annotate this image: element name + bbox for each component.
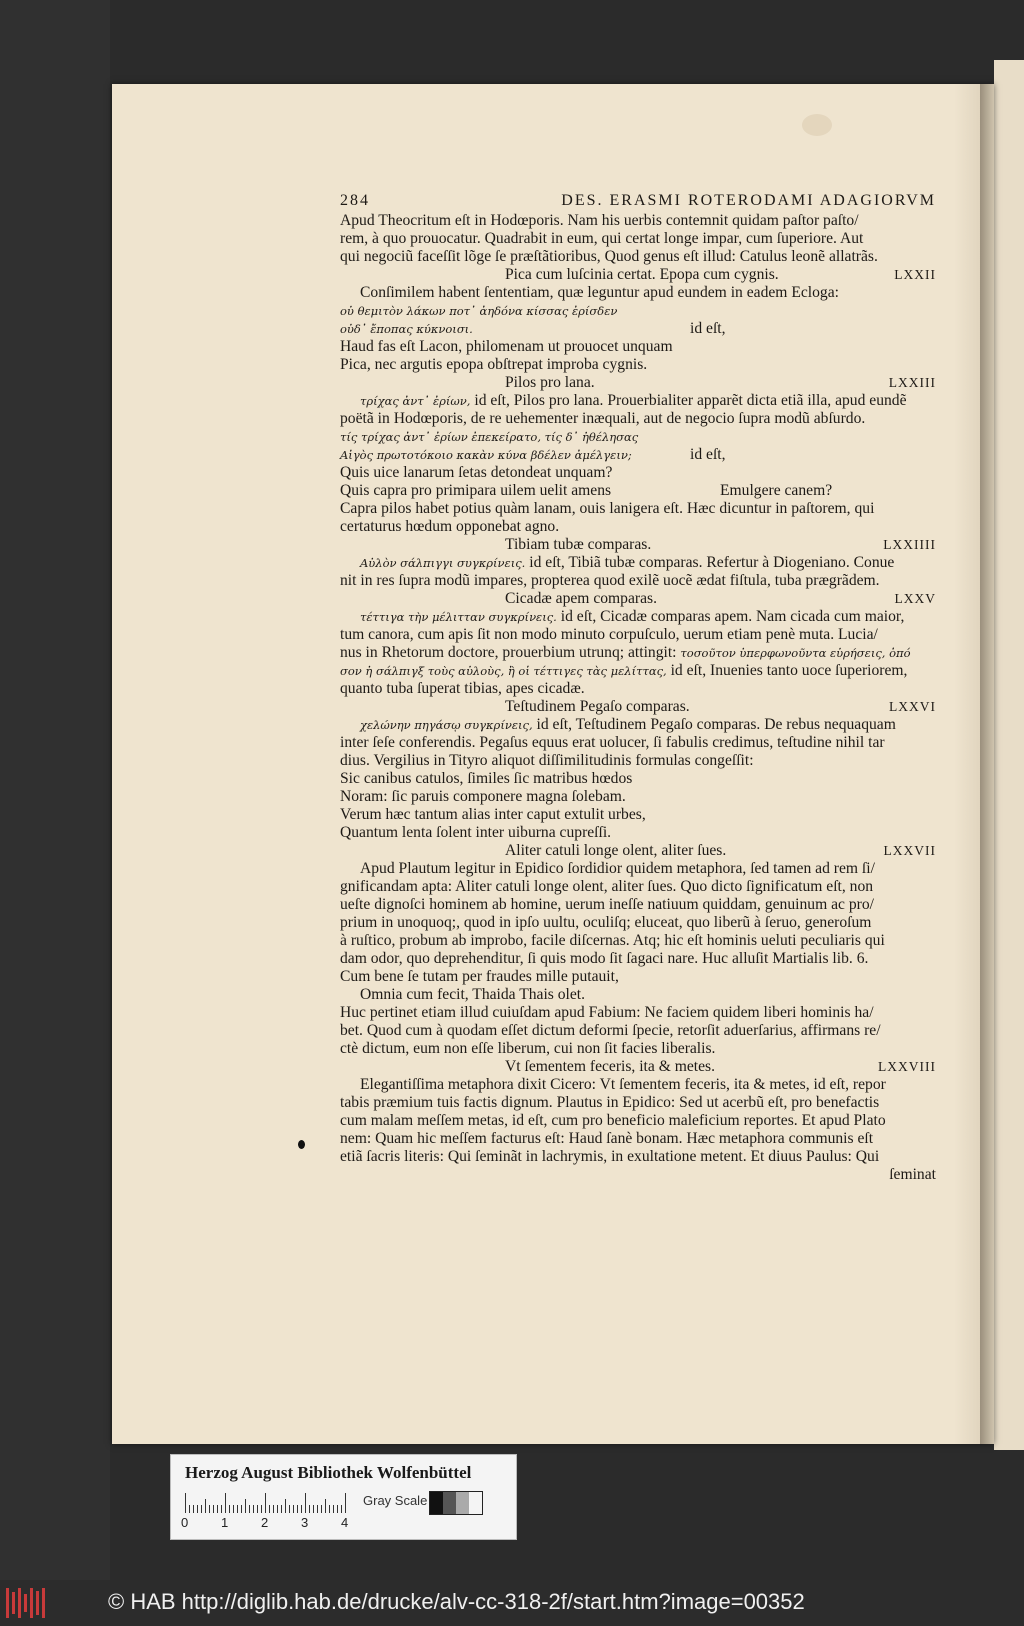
- ruler-tick: [337, 1505, 338, 1513]
- paper-stain: [802, 114, 832, 136]
- ruler-tick: [245, 1499, 246, 1513]
- text-line: tum canora, cum apis ſit non modo minuto corpuſculo, uerum etiam penè muta. Lucia/: [340, 626, 878, 643]
- page-text: [340, 192, 936, 1184]
- text-line: cum malam meſſem metas, id eſt, cum pro beneficio maleficium reportes. Et apud Plato: [340, 1112, 886, 1129]
- text-line: etiã ſacris literis: Qui ſeminãt in lachrymis, in exultatione metent. Et diuus Paulus: Qui: [340, 1148, 880, 1165]
- gray-scale-swatch: [429, 1491, 483, 1515]
- ruler-tick: [237, 1505, 238, 1513]
- ruler-number: 1: [221, 1515, 229, 1530]
- ruler-tick: [325, 1499, 326, 1513]
- greek-line: Αἰγὸς πρωτοτόκοιο κακὰν κύνα βδέλεν ἀμέλγειν;: [340, 448, 632, 462]
- adage-heading: [340, 698, 936, 716]
- adage-heading: [340, 1058, 936, 1076]
- verse-line: Quis uice lanarum ſetas detondeat unquam?: [340, 464, 613, 481]
- adage-number: LXXVI: [889, 699, 936, 714]
- library-name: Herzog August Bibliothek Wolfenbüttel: [185, 1463, 472, 1482]
- greek-phrase: τέττιγα τὴν μέλιτταν συγκρίνεις.: [360, 610, 557, 624]
- footer-bar: [0, 1580, 1024, 1626]
- latin-phrase: id eſt, Cicadæ comparas apem. Nam cicada cum maior,: [560, 608, 905, 625]
- ruler-tick: [197, 1505, 198, 1513]
- text-line: Huc pertinet etiam illud cuiuſdam apud Fabium: Ne faciem quidem liberi hominis ha/: [340, 1004, 874, 1021]
- verse-line: Quis capra pro primipara uilem uelit amens: [340, 482, 612, 499]
- ruler-tick: [217, 1505, 218, 1513]
- ruler-tick: [269, 1505, 270, 1513]
- greek-line: τίς τρίχας ἀντ᾽ ἐρίων ἐπεκείρατο, τίς δ᾽ ἠθέλησας: [340, 430, 639, 444]
- text-line: ueſte dignoſci hominem ab homine, uerum ineſſe natiuum quiddam, genuinum ac pro/: [340, 896, 874, 913]
- ruler-tick: [201, 1505, 202, 1513]
- greek-phrase: Αὐλὸν σάλπιγγι συγκρίνεις.: [360, 556, 526, 570]
- ruler-tick: [221, 1505, 222, 1513]
- ruler-tick: [209, 1505, 210, 1513]
- ruler-tick: [309, 1505, 310, 1513]
- ruler-tick: [233, 1505, 234, 1513]
- text-line: Apud Plautum legitur in Epidico ſordidior quidem metaphora, ſed tamen ad rem ſi/: [360, 860, 875, 877]
- running-title: DES. ERASMI ROTERODAMI ADAGIORVM: [561, 192, 936, 209]
- text-line: rem, à quo prouocatur. Quadrabit in eum, qui certat longe impar, cum ſuperiore. Aut: [340, 230, 864, 247]
- latin-phrase: id eſt, Teſtudinem Pegaſo comparas. De rebus nequaquam: [536, 716, 896, 733]
- gray-scale-label: Gray Scale: [363, 1493, 428, 1508]
- greek-phrase: σον ἡ σάλπιγξ τοὺς αὐλοὺς, ἢ οἱ τέττιγες τὰς μελίττας,: [340, 664, 667, 678]
- adage-number: LXXVII: [883, 843, 936, 858]
- gray-swatch-black: [430, 1492, 443, 1514]
- page-gutter: [980, 84, 994, 1444]
- text-line: quanto tuba ſuperat tibias, apes cicadæ.: [340, 680, 585, 697]
- ruler-number: 3: [301, 1515, 309, 1530]
- adage-number: LXXII: [894, 267, 936, 282]
- idest-text: id eſt,: [690, 446, 726, 463]
- text-line: nit in res ſupra modũ impares, propterea quod exilẽ uocẽ ædat fiſtula, tuba prægrãdem.: [340, 572, 880, 589]
- ruler-tick: [273, 1505, 274, 1513]
- ruler-tick: [301, 1505, 302, 1513]
- background-left: [0, 0, 110, 1580]
- greek-phrase: τοσοῦτον ὑπερφωνοῦντα εὑρήσεις, ὁπό: [680, 646, 911, 660]
- adage-number: LXXIIII: [883, 537, 936, 552]
- ruler-tick: [289, 1505, 290, 1513]
- ruler-tick: [313, 1505, 314, 1513]
- text-line: ctè dictum, eum non eſſe liberum, cui non ſit facies liberalis.: [340, 1040, 716, 1057]
- ruler-tick: [229, 1505, 230, 1513]
- verse-line: Noram: ſic paruis componere magna ſolebam.: [340, 788, 626, 805]
- adage-title: Vt ſementem feceris, ita & metes.: [505, 1058, 716, 1075]
- verse-line: Haud fas eſt Lacon, philomenam ut prouocet unquam: [340, 338, 673, 355]
- verse-line: Cum bene ſe tutam per fraudes mille putauit,: [340, 968, 619, 985]
- gray-swatch-white: [469, 1492, 482, 1514]
- adage-title: Teſtudinem Pegaſo comparas.: [505, 698, 690, 715]
- verse-line: Omnia cum fecit, Thaida Thais olet.: [360, 986, 586, 1003]
- ruler-tick: [189, 1505, 190, 1513]
- adage-number: LXXVIII: [878, 1059, 936, 1074]
- text-line: poëtã in Hodœporis, de re uehementer inæquali, aut de negocio ſupra modũ abſurdo.: [340, 410, 866, 427]
- greek-line: οὐ θεμιτὸν λάκων ποτ᾽ ἀηδόνα κίσσας ἐρίσδεν: [340, 304, 618, 318]
- ruler-tick: [305, 1493, 306, 1513]
- ruler-tick: [321, 1505, 322, 1513]
- hab-logo-icon: [4, 1588, 48, 1618]
- ruler-tick: [293, 1505, 294, 1513]
- ruler-tick: [265, 1493, 266, 1513]
- text-line: tabis præmium tuis factis dignum. Plautus in Epidico: Sed ut acerbũ eſt, pro benefactis: [340, 1094, 880, 1111]
- gray-swatch-dark: [443, 1492, 456, 1514]
- adage-heading: [340, 842, 936, 860]
- ruler-tick: [261, 1505, 262, 1513]
- ruler-number: 4: [341, 1515, 349, 1530]
- text-line: gnificandam apta: Aliter catuli longe olent, aliter ſues. Quo dicto ſignificatum eſt, non: [340, 878, 874, 895]
- greek-idest-row: [340, 320, 936, 338]
- page-number: 284: [340, 192, 370, 209]
- ruler-tick: [285, 1499, 286, 1513]
- ruler-tick: [257, 1505, 258, 1513]
- text-line: bet. Quod cum à quodam eſſet dictum deformi ſpecie, retorſit aduerſarius, affirmans re/: [340, 1022, 881, 1039]
- latin-phrase: id eſt, Tibiã tubæ comparas. Refertur à Diogeniano. Conue: [529, 554, 895, 571]
- text-line: qui negociũ faceſſit lõge ſe præſtãtioribus, Quod genus eſt illud: Catulus leonẽ allatrãs.: [340, 248, 878, 265]
- library-color-card: [170, 1454, 517, 1540]
- text-line: nem: Quam hic meſſem facturus eſt: Haud ſanè bonam. Hæc metaphora communis eſt: [340, 1130, 874, 1147]
- text-line: Capra pilos habet potius quàm lanam, ouis lanigera eſt. Hæc dicuntur in paſtorem, qui: [340, 500, 875, 517]
- gray-swatch-light: [456, 1492, 469, 1514]
- ruler-tick: [297, 1505, 298, 1513]
- greek-idest-row: [340, 446, 936, 464]
- ruler-tick: [333, 1505, 334, 1513]
- greek-phrase: τρίχας ἀντ᾽ ἐρίων,: [360, 394, 471, 408]
- footer-copyright-url[interactable]: © HAB http://diglib.hab.de/drucke/alv-cc-318-2f/start.htm?image=00352: [108, 1589, 805, 1614]
- adage-title: Pilos pro lana.: [505, 374, 595, 391]
- idest-text: id eſt,: [690, 320, 726, 337]
- verse-line: Quantum lenta ſolent inter uiburna cupreſſi.: [340, 824, 612, 841]
- verse-line: Sic canibus catulos, ſimiles ſic matribus hœdos: [340, 770, 633, 787]
- text-line: Elegantiſſima metaphora dixit Cicero: Vt ſementem feceris, ita & metes, id eſt, repor: [360, 1076, 886, 1093]
- ruler-tick: [185, 1493, 186, 1513]
- text-line: dam odor, quo deprehenditur, ſi quis modo ſit ſagaci nare. Huc alluſit Martialis lib. 6.: [340, 950, 869, 967]
- verse-line-end: Emulgere canem?: [720, 482, 833, 499]
- verse-line: Pica, nec argutis epopa obſtrepat improba cygnis.: [340, 356, 648, 373]
- ruler-tick: [253, 1505, 254, 1513]
- text-line: dius. Vergilius in Tityro aliquot diſſimilitudinis formulas congeſſit:: [340, 752, 754, 769]
- adage-title: Tibiam tubæ comparas.: [505, 536, 652, 553]
- text-line: [340, 554, 936, 572]
- ruler-tick: [225, 1493, 226, 1513]
- ruler-tick: [329, 1505, 330, 1513]
- ruler-tick: [281, 1505, 282, 1513]
- verse-row: [340, 482, 936, 500]
- adage-title: Cicadæ apem comparas.: [505, 590, 657, 607]
- ruler-tick: [277, 1505, 278, 1513]
- text-line: Apud Theocritum eſt in Hodœporis. Nam his uerbis contemnit quidam paſtor paſto/: [340, 212, 859, 229]
- text-line: [340, 608, 936, 626]
- ruler-number: 0: [181, 1515, 189, 1530]
- ruler-tick: [193, 1505, 194, 1513]
- latin-phrase: id eſt, Pilos pro lana. Prouerbialiter apparẽt dicta etiã illa, apud eundẽ: [474, 392, 907, 409]
- adage-number: LXXIII: [888, 375, 936, 390]
- ruler-tick: [341, 1505, 342, 1513]
- adage-heading: [340, 536, 936, 554]
- ruler-tick: [317, 1505, 318, 1513]
- greek-line: οὐδ᾽ ἔποπας κύκνοισι.: [340, 322, 473, 336]
- text-line: Conſimilem habent ſententiam, quæ leguntur apud eundem in eadem Ecloga:: [360, 284, 839, 301]
- adage-heading: [340, 266, 936, 284]
- adage-title: Aliter catuli longe olent, aliter ſues.: [505, 842, 727, 859]
- verse-line: Verum hæc tantum alias inter caput extulit urbes,: [340, 806, 646, 823]
- text-line: [340, 392, 936, 410]
- adage-title: Pica cum luſcinia certat. Epopa cum cygnis.: [505, 266, 779, 283]
- adage-heading: [340, 374, 936, 392]
- latin-phrase: nus in Rhetorum doctore, prouerbium utrunq; attingit:: [340, 644, 677, 661]
- greek-phrase: χελώνην πηγάσῳ συγκρίνεις,: [360, 718, 533, 732]
- text-line: inter ſeſe conferendis. Pegaſus equus erat uolucer, ſi fabulis credimus, teſtudine nihil tar: [340, 734, 885, 751]
- ruler-tick: [241, 1505, 242, 1513]
- latin-phrase: id eſt, Inuenies tanto uoce ſuperiorem,: [670, 662, 908, 679]
- catchword: ſeminat: [889, 1166, 936, 1183]
- text-line: [340, 716, 936, 734]
- ruler-scale: [185, 1491, 355, 1513]
- ruler-tick: [205, 1499, 206, 1513]
- text-line: [340, 662, 936, 680]
- text-line: prium in unoquoq;, quod in ipſo uultu, oculiſq; eluceat, quo liberũ à ſeruo, generoſum: [340, 914, 872, 931]
- next-page-edge: [994, 60, 1024, 1450]
- ruler-tick: [345, 1493, 346, 1513]
- adage-number: LXXV: [894, 591, 936, 606]
- adage-heading: [340, 590, 936, 608]
- text-line: [340, 644, 936, 662]
- running-header: [340, 192, 936, 210]
- ruler-tick: [213, 1505, 214, 1513]
- ruler-numbers: [181, 1515, 371, 1531]
- text-line: certaturus hœdum opponebat agno.: [340, 518, 560, 535]
- ruler-number: 2: [261, 1515, 269, 1530]
- ink-dot: [298, 1140, 305, 1149]
- ruler-tick: [249, 1505, 250, 1513]
- text-line: à ruſtico, probum ab improbo, facile diſcernas. Atq; hic eſt hominis ueluti peculiaris qui: [340, 932, 885, 949]
